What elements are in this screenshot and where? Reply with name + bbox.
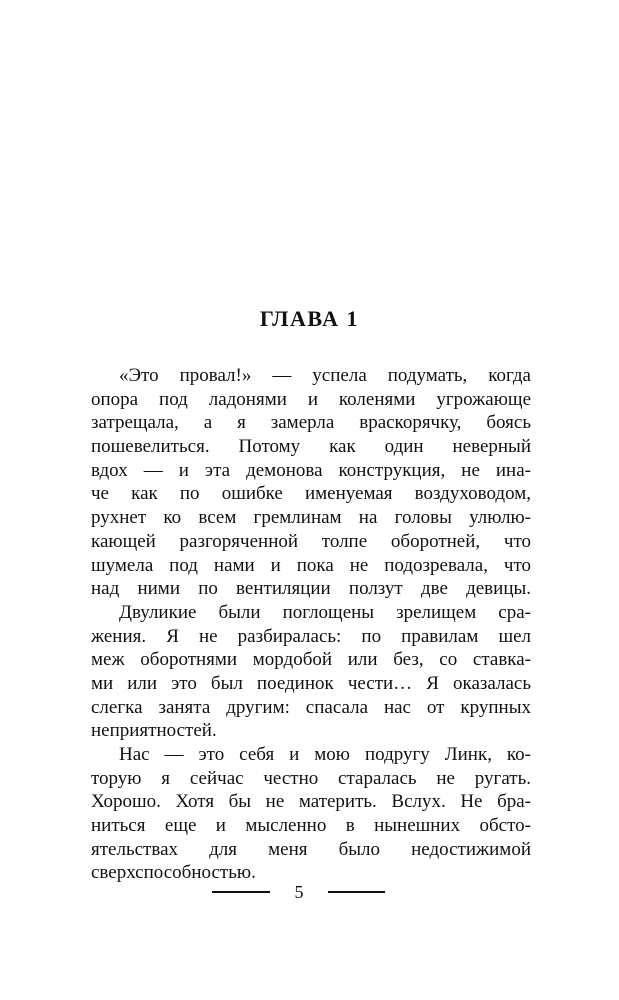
text-line: рухнет ко всем гремлинам на головы улюлю- [91, 507, 531, 529]
text-line: ми или это был поединок чести… Я оказалась [91, 672, 531, 694]
text-line: пошевелиться. Потому как один неверный [91, 436, 531, 458]
text-line: Нас — это себя и мою подругу Линк, ко- [119, 744, 531, 765]
body-text [91, 364, 531, 885]
text-line: че как по ошибке именуемая воздуховодом, [91, 483, 531, 505]
text-line: ятельствах для меня было недостижимой [91, 838, 531, 860]
text-line: меж оборотнями мордобой или без, со ставка- [91, 649, 531, 671]
text-line: Хорошо. Хотя бы не материть. Вслух. Не бра- [91, 791, 531, 813]
text-line: слегка занята другим: спасала нас от крупных [91, 696, 531, 718]
text-line: торую я сейчас честно старалась не ругать. [91, 767, 531, 789]
page-number: 5 [294, 882, 304, 902]
text-line: Двуликие были поглощены зрелищем сра- [119, 601, 531, 623]
page-footer [0, 880, 619, 904]
text-line: вдох — и эта демонова конструкция, не ина- [91, 459, 531, 481]
paragraph-2 [91, 601, 531, 743]
text-line: сверхспособностью. [91, 862, 256, 884]
text-line: ниться еще и мысленно в нынешних обсто- [91, 815, 531, 837]
footer-rule-right [328, 891, 385, 893]
text-line: шумела под нами и пока не подозревала, что [91, 554, 531, 576]
text-line: жения. Я не разбиралась: по правилам шел [91, 625, 531, 647]
text-line: опора под ладонями и коленями угрожающе [91, 388, 531, 410]
footer-rule-left [212, 891, 270, 893]
text-line: «Это провал!» — успела подумать, когда [119, 365, 531, 386]
paragraph-1 [91, 364, 531, 601]
text-line: неприятностей. [91, 720, 217, 742]
chapter-title: ГЛАВА 1 [259, 306, 360, 331]
text-line: над ними по вентиляции ползут две девицы. [91, 578, 531, 600]
text-line: затрещала, а я замерла враскорячку, боясь [91, 412, 531, 434]
text-line: кающей разгоряченной толпе оборотней, что [91, 530, 531, 552]
paragraph-3 [91, 743, 531, 885]
